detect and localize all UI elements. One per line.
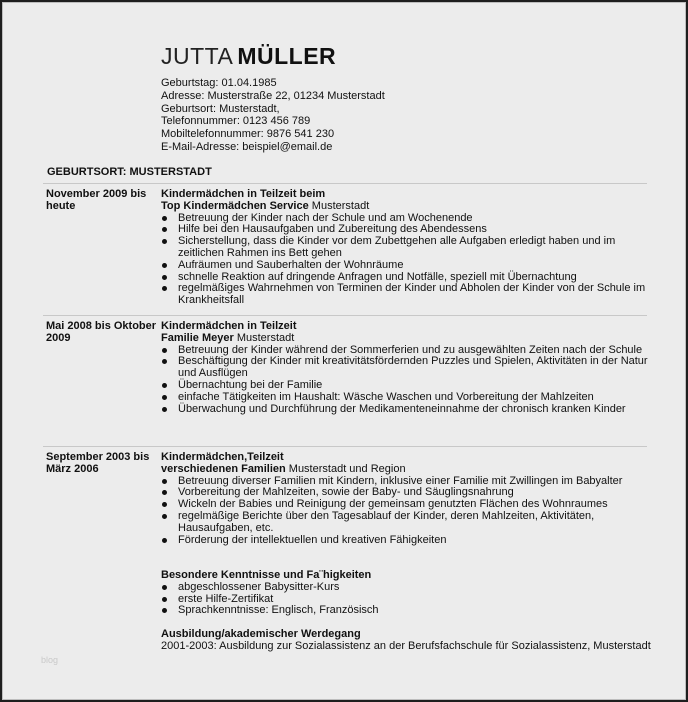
list-item: regelmäßige Berichte über den Tagesablauf der Kinder, deren Mahlzeiten, Aktivitäten, Hausaufgaben, etc. — [161, 511, 651, 535]
list-item: Betreuung der Kinder nach der Schule und am Wochenende — [161, 213, 651, 225]
list-item: Aufräumen und Sauberhalten der Wohnräume — [161, 260, 651, 272]
entry-title: Kindermädchen,Teilzeit — [161, 451, 284, 463]
list-item: Beschäftigung der Kinder mit kreativitätsfördernden Puzzles und Spielen, Aktivitäten in der Natur und Ausflügen — [161, 356, 651, 380]
employer-location: Musterstadt und Region — [288, 462, 406, 475]
list-item: schnelle Reaktion auf dringende Anfragen und Notfälle, speziell mit Übernachtung — [161, 272, 651, 284]
list-item: Hilfe bei den Hausaufgaben und Zubereitung des Abendessens — [161, 224, 651, 236]
list-item: einfache Tätigkeiten im Haushalt: Wäsche Waschen und Vorbereitung der Mahlzeiten — [161, 392, 651, 404]
list-item: regelmäßiges Wahrnehmen von Terminen der Kinder und Abholen der Kinder von der Schule im Krankheitsfall — [161, 283, 651, 307]
employer-name: verschiedenen Familien — [161, 462, 286, 475]
list-item: erste Hilfe-Zertifikat — [161, 594, 651, 606]
mobile-line: Mobiltelefonnummer: 9876 541 230 — [161, 128, 335, 141]
email-line: E-Mail-Adresse: beispiel@email.de — [161, 140, 333, 153]
entry-date: September 2003 bis März 2006 — [46, 451, 150, 475]
list-item: Sicherstellung, dass die Kinder vor dem Zubettgehen alle Aufgaben erledigt haben und im zeitlichen Rahmen ins Bett gehen — [161, 236, 651, 260]
employer-location: Musterstadt — [236, 331, 295, 344]
skills-block — [161, 570, 651, 617]
list-item: Sprachkenntnisse: Englisch, Französisch — [161, 605, 651, 617]
entry-title: Kindermädchen in Teilzeit — [161, 320, 297, 332]
skills-title: Besondere Kenntnisse und Fa¨higkeiten — [161, 569, 372, 581]
list-item: Überwachung und Durchführung der Medikamenteneinnahme der chronisch kranken Kinder — [161, 404, 651, 416]
phone-line: Telefonnummer: 0123 456 789 — [161, 115, 311, 128]
entry-employer — [161, 201, 651, 213]
education-block — [161, 629, 651, 653]
entry-employer — [161, 333, 651, 345]
list-item: Betreuung der Kinder während der Sommerferien und zu ausgewählten Zeiten nach der Schule — [161, 345, 651, 357]
skills-list — [161, 582, 651, 617]
birthday-line: Geburtstag: 01.04.1985 — [161, 77, 277, 89]
entry-divider — [43, 446, 647, 447]
employer-name: Familie Meyer — [161, 331, 234, 344]
entry-employer — [161, 464, 651, 476]
entry-bullets — [161, 213, 651, 307]
entry-bullets — [161, 476, 651, 547]
entry-bullets — [161, 345, 651, 416]
section-divider — [43, 183, 647, 184]
entry-content — [161, 452, 651, 546]
resume-page — [2, 2, 686, 700]
education-title: Ausbildung/akademischer Werdegang — [161, 628, 361, 640]
address-line: Adresse: Musterstraße 22, 01234 Musterstadt — [161, 89, 385, 102]
watermark: blog — [41, 655, 59, 665]
list-item: Förderung der intellektuellen und kreativen Fähigkeiten — [161, 535, 651, 547]
entry-title: Kindermädchen in Teilzeit beim — [161, 188, 326, 200]
section-heading: GEBURTSORT: MUSTERSTADT — [47, 166, 212, 178]
entry-date: November 2009 bis heute — [46, 188, 147, 212]
entry-content — [161, 321, 651, 415]
employer-name: Top Kindermädchen Service — [161, 199, 309, 212]
list-item: Vorbereitung der Mahlzeiten, sowie der Baby- und Säuglingsnahrung — [161, 487, 651, 499]
list-item: Betreuung diverser Familien mit Kindern, inklusive einer Familie mit Zwillingen im Babyalter — [161, 476, 651, 488]
education-text: 2001-2003: Ausbildung zur Sozialassistenz an der Berufsfachschule für Sozialassistenz, Musterstadt — [161, 639, 651, 652]
list-item: Übernachtung bei der Familie — [161, 380, 651, 392]
candidate-name — [161, 43, 336, 70]
list-item: Wickeln der Babies und Reinigung der gemeinsam genutzten Flächen des Wohnraumes — [161, 499, 651, 511]
first-name: JUTTA — [161, 43, 234, 69]
contact-details — [161, 77, 385, 154]
entry-divider — [43, 315, 647, 316]
birthplace-line: Geburtsort: Musterstadt, — [161, 102, 280, 115]
last-name: MÜLLER — [237, 43, 337, 69]
employer-location: Musterstadt — [311, 199, 370, 212]
list-item: abgeschlossener Babysitter-Kurs — [161, 582, 651, 594]
entry-date: Mai 2008 bis Oktober 2009 — [46, 320, 157, 344]
entry-content — [161, 189, 651, 307]
